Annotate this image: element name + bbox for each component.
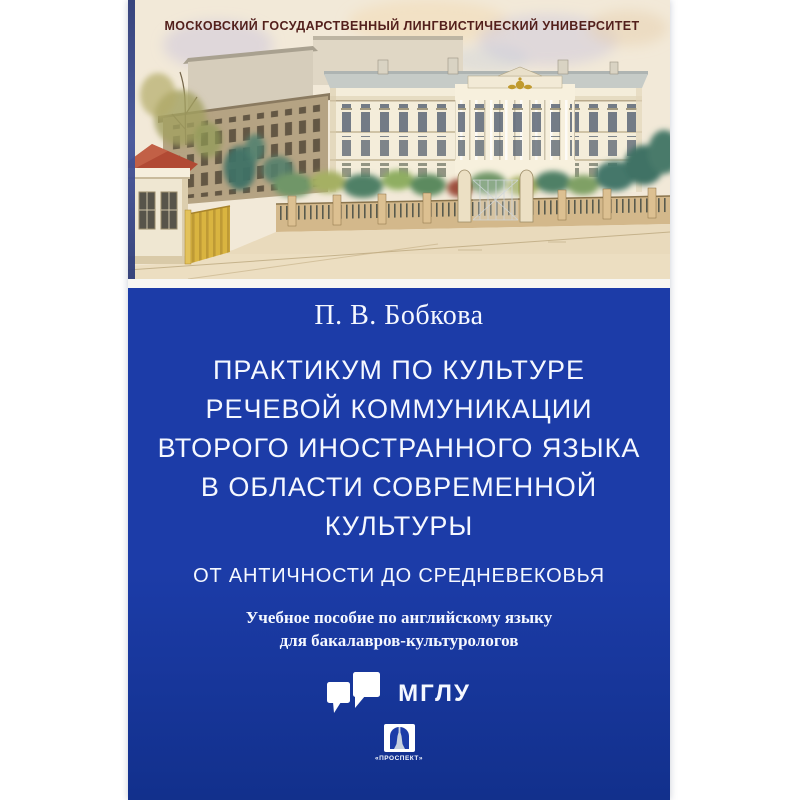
publisher-label: «ПРОСПЕКТ»	[374, 755, 423, 762]
edition-line: для бакалавров-культурологов	[279, 631, 519, 650]
title-line: КУЛЬТУРЫ	[324, 511, 474, 541]
title-line: ВТОРОГО ИНОСТРАННОГО ЯЗЫКА	[157, 433, 641, 463]
prospekt-arch-icon	[384, 724, 415, 752]
author-name: П. В. Бобкова	[314, 300, 484, 331]
mglu-logo	[128, 672, 670, 716]
university-header: МОСКОВСКИЙ ГОСУДАРСТВЕННЫЙ ЛИНГВИСТИЧЕСКИЙ УНИВЕРСИТЕТ	[164, 19, 640, 33]
book-title	[128, 351, 670, 546]
title-line: ПРАКТИКУМ ПО КУЛЬТУРЕ	[212, 355, 585, 385]
title-line: В ОБЛАСТИ СОВРЕМЕННОЙ	[200, 472, 598, 502]
mglu-label: МГЛУ	[398, 680, 471, 707]
book-subtitle: ОТ АНТИЧНОСТИ ДО СРЕДНЕВЕКОВЬЯ	[193, 565, 605, 587]
edition-line: Учебное пособие по английскому языку	[245, 608, 553, 627]
cover-blue-section	[128, 288, 670, 800]
speech-bubbles-icon	[327, 672, 385, 716]
edition-note	[128, 606, 670, 652]
title-line: РЕЧЕВОЙ КОММУНИКАЦИИ	[205, 394, 593, 424]
cover-illustration	[128, 0, 670, 279]
cover-divider	[128, 279, 670, 288]
university-building-illustration	[128, 0, 670, 279]
book-cover	[128, 0, 670, 800]
publisher-logo	[128, 724, 670, 762]
